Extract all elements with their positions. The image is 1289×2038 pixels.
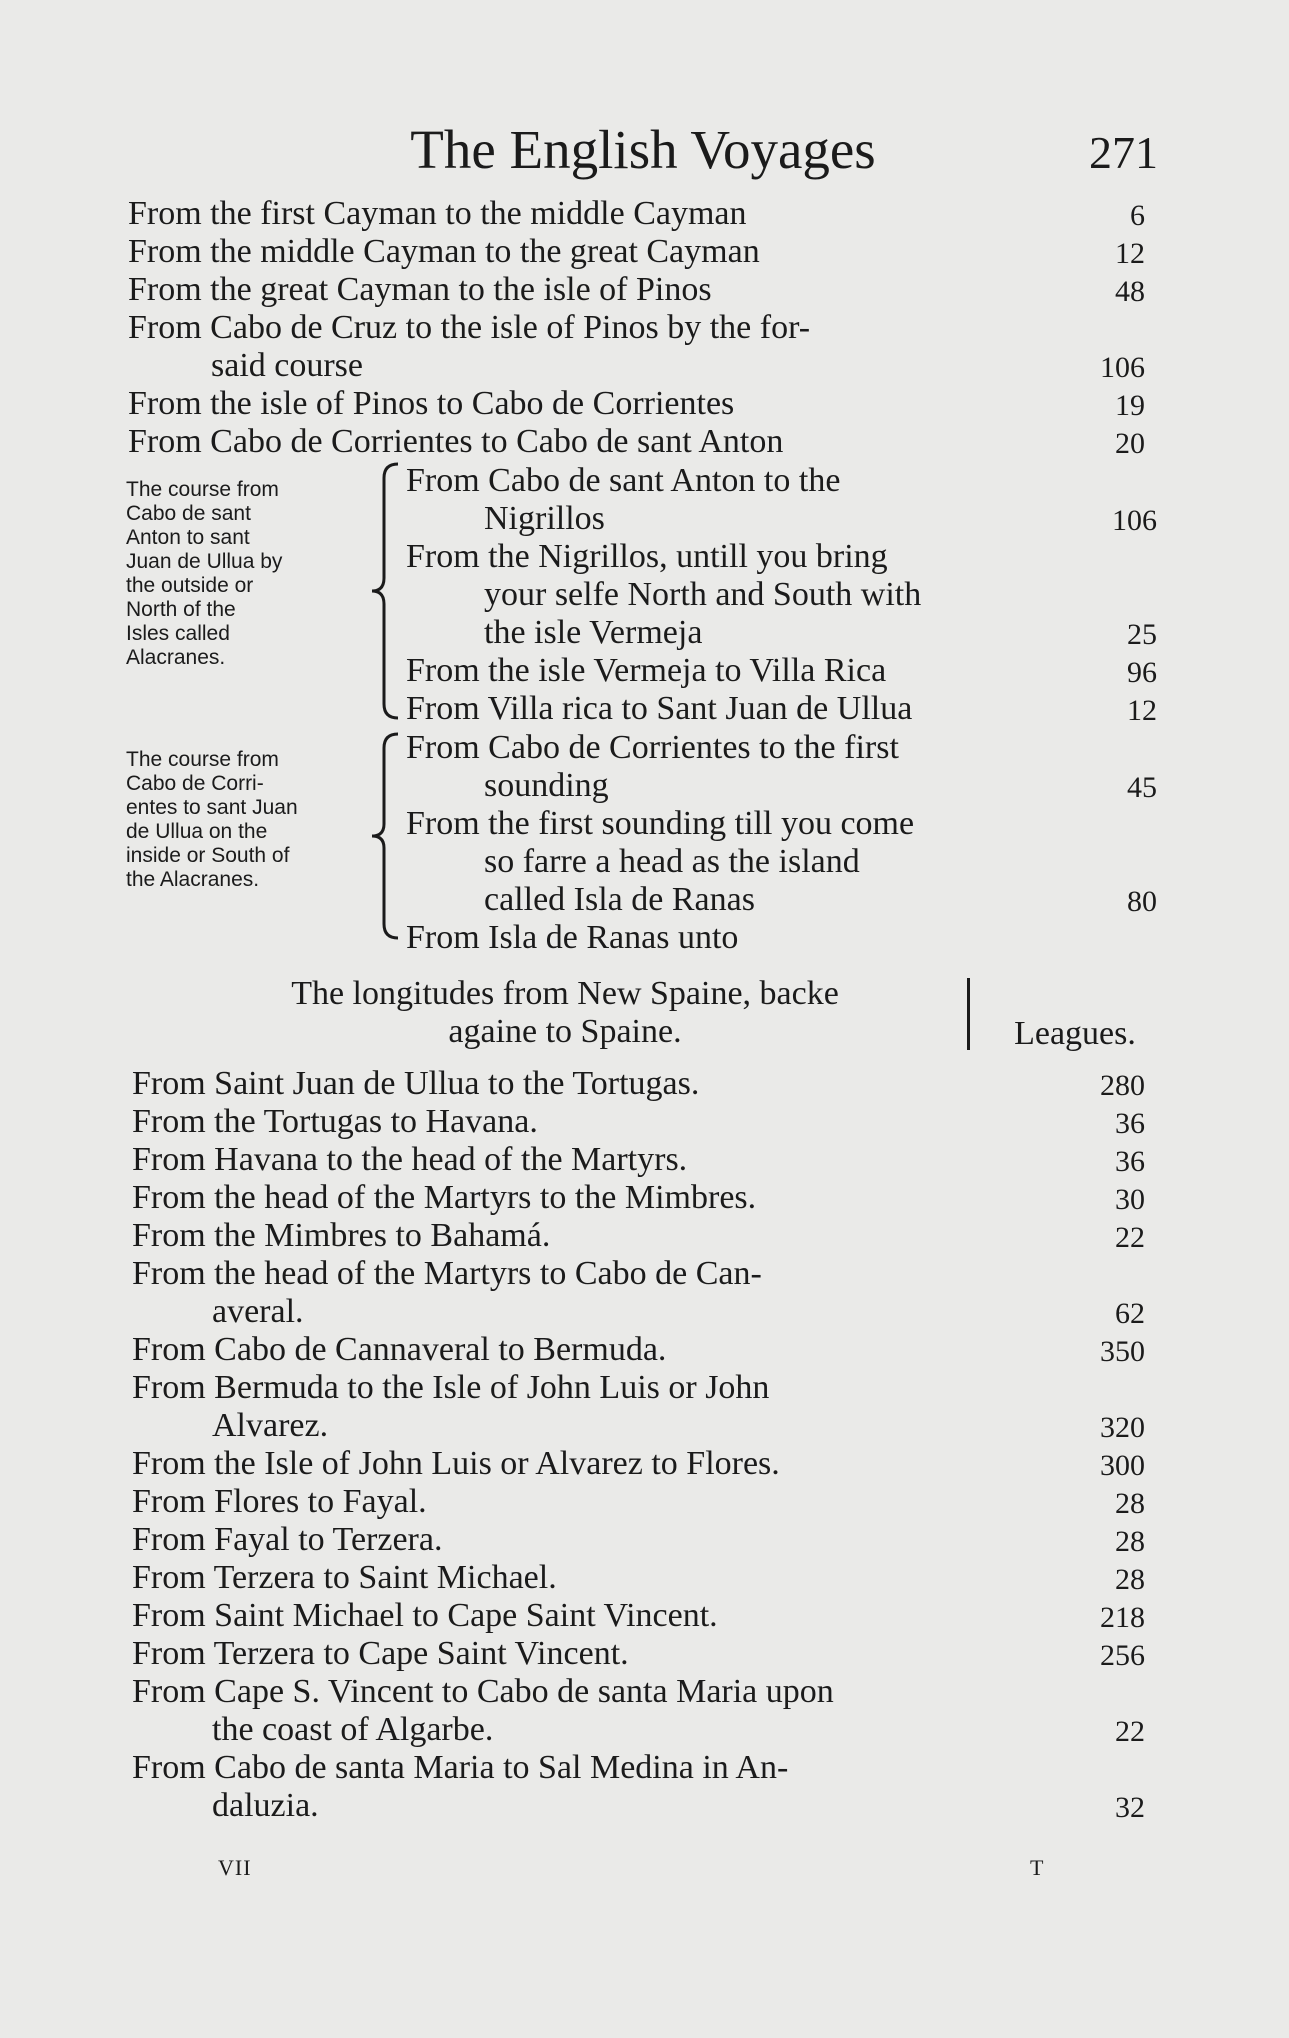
leagues-value: 300	[1100, 1449, 1145, 1482]
leagues-value: 96	[1127, 656, 1157, 689]
leagues-value: 6	[1130, 199, 1145, 232]
side-note-inside-course: The course from Cabo de Corri- entes to sant Juan de Ullua on the inside or South of the Alacranes.	[126, 748, 298, 891]
entry-text: From the first Cayman to the middle Cayman	[128, 195, 747, 232]
entry-text: the isle Vermeja	[484, 614, 703, 651]
entry-text: From the head of the Martyrs to the Mimbres.	[132, 1179, 757, 1216]
longitudes-heading-line1: The longitudes from New Spaine, backe	[291, 975, 839, 1012]
entry-text: From Bermuda to the Isle of John Luis or John	[132, 1369, 770, 1406]
entry-text: Nigrillos	[484, 500, 605, 537]
entry-text: your selfe North and South with	[484, 576, 922, 613]
entry-text: From the isle Vermeja to Villa Rica	[406, 652, 887, 689]
leagues-value: 28	[1115, 1525, 1145, 1558]
entry-text: From Saint Michael to Cape Saint Vincent.	[132, 1597, 718, 1634]
leagues-column-header: Leagues.	[1014, 1015, 1136, 1052]
brace-group-outside	[364, 460, 404, 722]
page-number: 271	[1089, 127, 1158, 178]
leagues-value: 350	[1100, 1335, 1145, 1368]
entry-text: From the Nigrillos, untill you bring	[406, 538, 888, 575]
leagues-value: 19	[1115, 389, 1145, 422]
page-title: The English Voyages	[410, 119, 876, 180]
leagues-value: 22	[1115, 1715, 1145, 1748]
entry-text: From the first sounding till you come	[406, 805, 915, 842]
leagues-value: 80	[1127, 885, 1157, 918]
signature-mark: VII	[218, 1855, 252, 1880]
leagues-value: 30	[1115, 1183, 1145, 1216]
entry-text: From the middle Cayman to the great Cayman	[128, 233, 760, 270]
entry-text: From Terzera to Saint Michael.	[132, 1559, 557, 1596]
leagues-value: 256	[1100, 1639, 1145, 1672]
entry-text: From Cabo de Cannaveral to Bermuda.	[132, 1331, 667, 1368]
entry-text: From Cabo de Cruz to the isle of Pinos by the for-	[128, 309, 811, 346]
entry-text: From Isla de Ranas unto	[406, 919, 739, 956]
leagues-value: 280	[1100, 1069, 1145, 1102]
leagues-value: 28	[1115, 1487, 1145, 1520]
brace-group-inside	[364, 730, 404, 942]
leagues-value: 36	[1115, 1145, 1145, 1178]
side-note-outside-course: The course from Cabo de sant Anton to sant Juan de Ullua by the outside or North of the Isles called Alacranes.	[126, 478, 283, 669]
entry-text: From the isle of Pinos to Cabo de Corrientes	[128, 385, 735, 422]
entry-text: From Villa rica to Sant Juan de Ullua	[406, 690, 913, 727]
entry-text: the coast of Algarbe.	[212, 1711, 494, 1748]
entry-text: From Cape S. Vincent to Cabo de santa Maria upon	[132, 1673, 834, 1710]
entry-text: From Saint Juan de Ullua to the Tortugas.	[132, 1065, 700, 1102]
entry-text: daluzia.	[212, 1787, 319, 1824]
leagues-value: 36	[1115, 1107, 1145, 1140]
entry-text: sounding	[484, 767, 609, 804]
leagues-value: 106	[1100, 351, 1145, 384]
entry-text: said course	[211, 347, 364, 384]
entry-text: From the great Cayman to the isle of Pinos	[128, 271, 712, 308]
leagues-value: 12	[1115, 237, 1145, 270]
leagues-value: 62	[1115, 1297, 1145, 1330]
running-header	[128, 118, 1158, 188]
column-divider	[967, 978, 970, 1050]
entry-text: From Fayal to Terzera.	[132, 1521, 443, 1558]
entry-text: From Terzera to Cape Saint Vincent.	[132, 1635, 629, 1672]
entry-text: called Isla de Ranas	[484, 881, 755, 918]
leagues-value: 218	[1100, 1601, 1145, 1634]
entry-text: averal.	[212, 1293, 304, 1330]
leagues-value: 22	[1115, 1221, 1145, 1254]
entry-text: From Cabo de Corrientes to Cabo de sant Anton	[128, 423, 784, 460]
entry-text: From Havana to the head of the Martyrs.	[132, 1141, 688, 1178]
leagues-value: 48	[1115, 275, 1145, 308]
leagues-value: 45	[1127, 771, 1157, 804]
entry-text: Alvarez.	[212, 1407, 329, 1444]
leagues-value: 106	[1112, 504, 1157, 537]
entry-text: From Flores to Fayal.	[132, 1483, 427, 1520]
entry-text: From the Tortugas to Havana.	[132, 1103, 538, 1140]
entry-text: From Cabo de santa Maria to Sal Medina in An-	[132, 1749, 789, 1786]
gathering-letter: T	[1030, 1855, 1045, 1880]
entry-text: From the Mimbres to Bahamá.	[132, 1217, 551, 1254]
leagues-value: 32	[1115, 1791, 1145, 1824]
leagues-value: 20	[1115, 427, 1145, 460]
leagues-value: 320	[1100, 1411, 1145, 1444]
entry-text: From the head of the Martyrs to Cabo de Can-	[132, 1255, 762, 1292]
leagues-value: 25	[1127, 618, 1157, 651]
entry-text: From the Isle of John Luis or Alvarez to Flores.	[132, 1445, 780, 1482]
longitudes-heading-line2: againe to Spaine.	[448, 1013, 682, 1050]
entry-text: From Cabo de Corrientes to the first	[406, 729, 899, 766]
leagues-value: 28	[1115, 1563, 1145, 1596]
entry-text: so farre a head as the island	[484, 843, 860, 880]
entry-text: From Cabo de sant Anton to the	[406, 462, 841, 499]
leagues-value: 12	[1127, 694, 1157, 727]
